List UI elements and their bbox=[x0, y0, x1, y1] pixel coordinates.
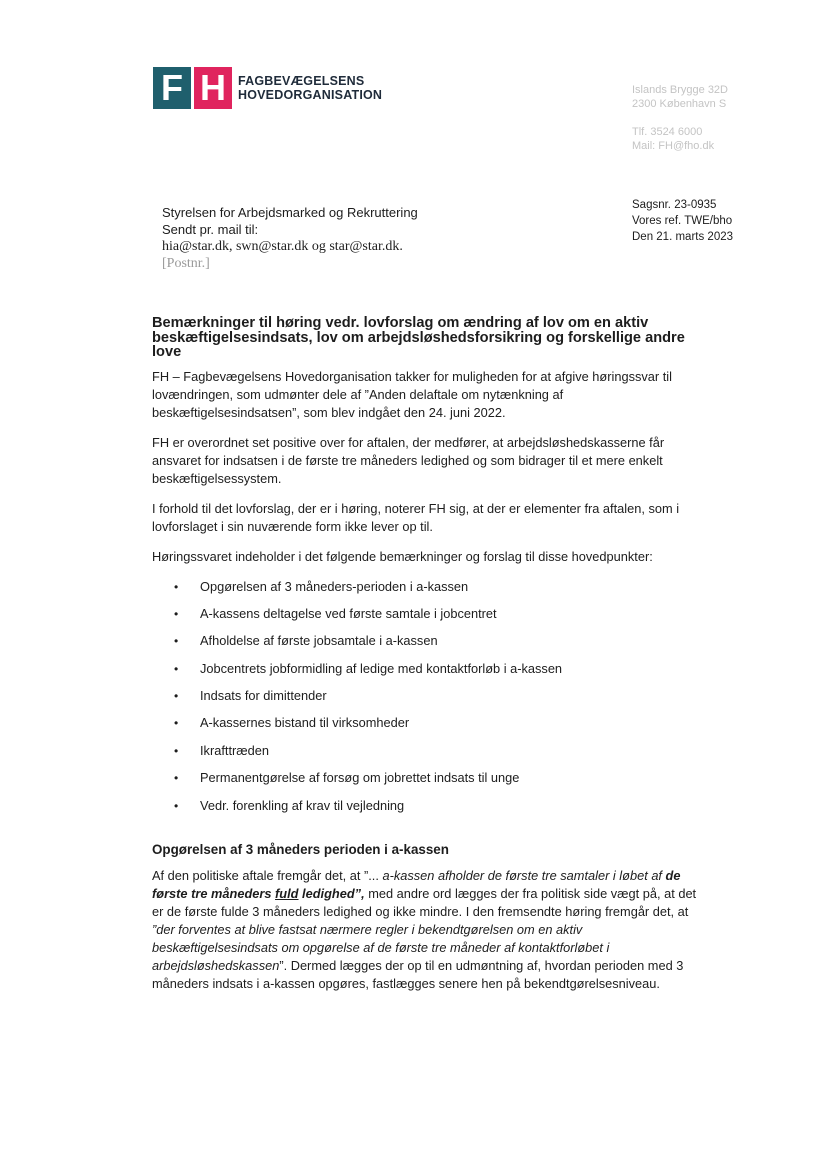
list-item: • A-kassernes bistand til virksomheder bbox=[152, 714, 708, 732]
logo-letter-f: F bbox=[153, 67, 191, 109]
sender-city: 2300 København S bbox=[632, 98, 727, 110]
sender-address bbox=[632, 83, 728, 153]
recipient-name: Styrelsen for Arbejdsmarked og Rekruttering bbox=[162, 205, 418, 220]
section-heading: Opgørelsen af 3 måneders perioden i a-kassen bbox=[152, 841, 449, 857]
list-item: • Opgørelsen af 3 måneders-perioden i a-kassen bbox=[152, 578, 708, 596]
paragraph-elements: I forhold til det lovforslag, der er i høring, noterer FH sig, at der er elementer fra aftalen, som i lovforslaget i sin nuværende form ikke lever op til. bbox=[152, 500, 680, 534]
fh-logo-mark bbox=[153, 67, 232, 109]
list-item: • Vedr. forenkling af krav til vejledning bbox=[152, 797, 708, 815]
reference-block bbox=[632, 197, 733, 245]
paragraph-positive: FH er overordnet set positive over for aftalen, der medfører, at arbejdsløshedskasserne får ansvaret for indsatsen i de første tre måneders ledighed og som bidrager til et mere enkelt beskæftigelsessystem. bbox=[152, 434, 665, 486]
fh-logo bbox=[153, 67, 382, 109]
letter-date: Den 21. marts 2023 bbox=[632, 231, 734, 243]
case-number: Sagsnr. 23-0935 bbox=[632, 199, 717, 211]
list-item: • Ikrafttræden bbox=[152, 742, 708, 760]
sender-phone: Tlf. 3524 6000 bbox=[632, 126, 703, 138]
recipient-block bbox=[162, 204, 418, 272]
paragraph-overview: Høringssvaret indeholder i det følgende bemærkninger og forslag til disse hovedpunkter: bbox=[152, 548, 653, 564]
list-item: • Indsats for dimittender bbox=[152, 687, 708, 705]
section-paragraph: Af den politiske aftale fremgår det, at ”... a-kassen afholder de første tre samtaler i løbet af de første tre måneders fuld ledighed”, med andre ord lægges der fra politisk side vægt på, at det er de første fulde 3 måneders ledighed og ikke mindre. I den fremsendte høring fremgår det, at ”der forventes at blive fastsat nærmere regler i bekendtgørelsen om en aktiv beskæftigelsesindsats om opgørelse af de første tre måneder af kontaktforløbet i arbejdsløshedskassen”. Dermed lægges der op til en udmøntning af, hvordan perioden med 3 måneders indsats i a-kassen opgøres, fastlægges senere hen på bekendtgørelsesniveau. bbox=[152, 867, 697, 991]
document-title: Bemærkninger til høring vedr. lovforslag om ændring af lov om en aktiv beskæftigelsesindsats, lov om arbejdsløshedsforsikring og forskellige andre love bbox=[152, 315, 685, 360]
list-item: • Afholdelse af første jobsamtale i a-kassen bbox=[152, 632, 708, 650]
letter-body bbox=[152, 316, 708, 1005]
logo-letter-h: H bbox=[194, 67, 232, 109]
paragraph-intro: FH – Fagbevægelsens Hovedorganisation takker for muligheden for at afgive høringssvar til lovændringen, som udmønter dele af ”Anden delaftale om nytænkning af beskæftigelsesindsatsen”, som blev indgået den 24. juni 2022. bbox=[152, 368, 672, 420]
logo-line-1: FAGBEVÆGELSENS bbox=[238, 74, 365, 88]
list-item: • Permanentgørelse af forsøg om jobrettet indsats til unge bbox=[152, 769, 708, 787]
list-item: • Jobcentrets jobformidling af ledige med kontaktforløb i a-kassen bbox=[152, 660, 708, 678]
list-item: • A-kassens deltagelse ved første samtale i jobcentret bbox=[152, 605, 708, 623]
sender-mail: Mail: FH@fho.dk bbox=[632, 140, 715, 152]
recipient-sent-by: Sendt pr. mail til: bbox=[162, 222, 259, 237]
logo-line-2: HOVEDORGANISATION bbox=[238, 88, 383, 102]
recipient-emails: hia@star.dk, swn@star.dk og star@star.dk. bbox=[162, 239, 403, 254]
our-reference: Vores ref. TWE/bho bbox=[632, 215, 733, 227]
recipient-postnr: [Postnr.] bbox=[162, 256, 210, 271]
logo-wordmark bbox=[238, 74, 382, 102]
main-points-list bbox=[152, 578, 708, 815]
sender-street: Islands Brygge 32D bbox=[632, 84, 728, 96]
